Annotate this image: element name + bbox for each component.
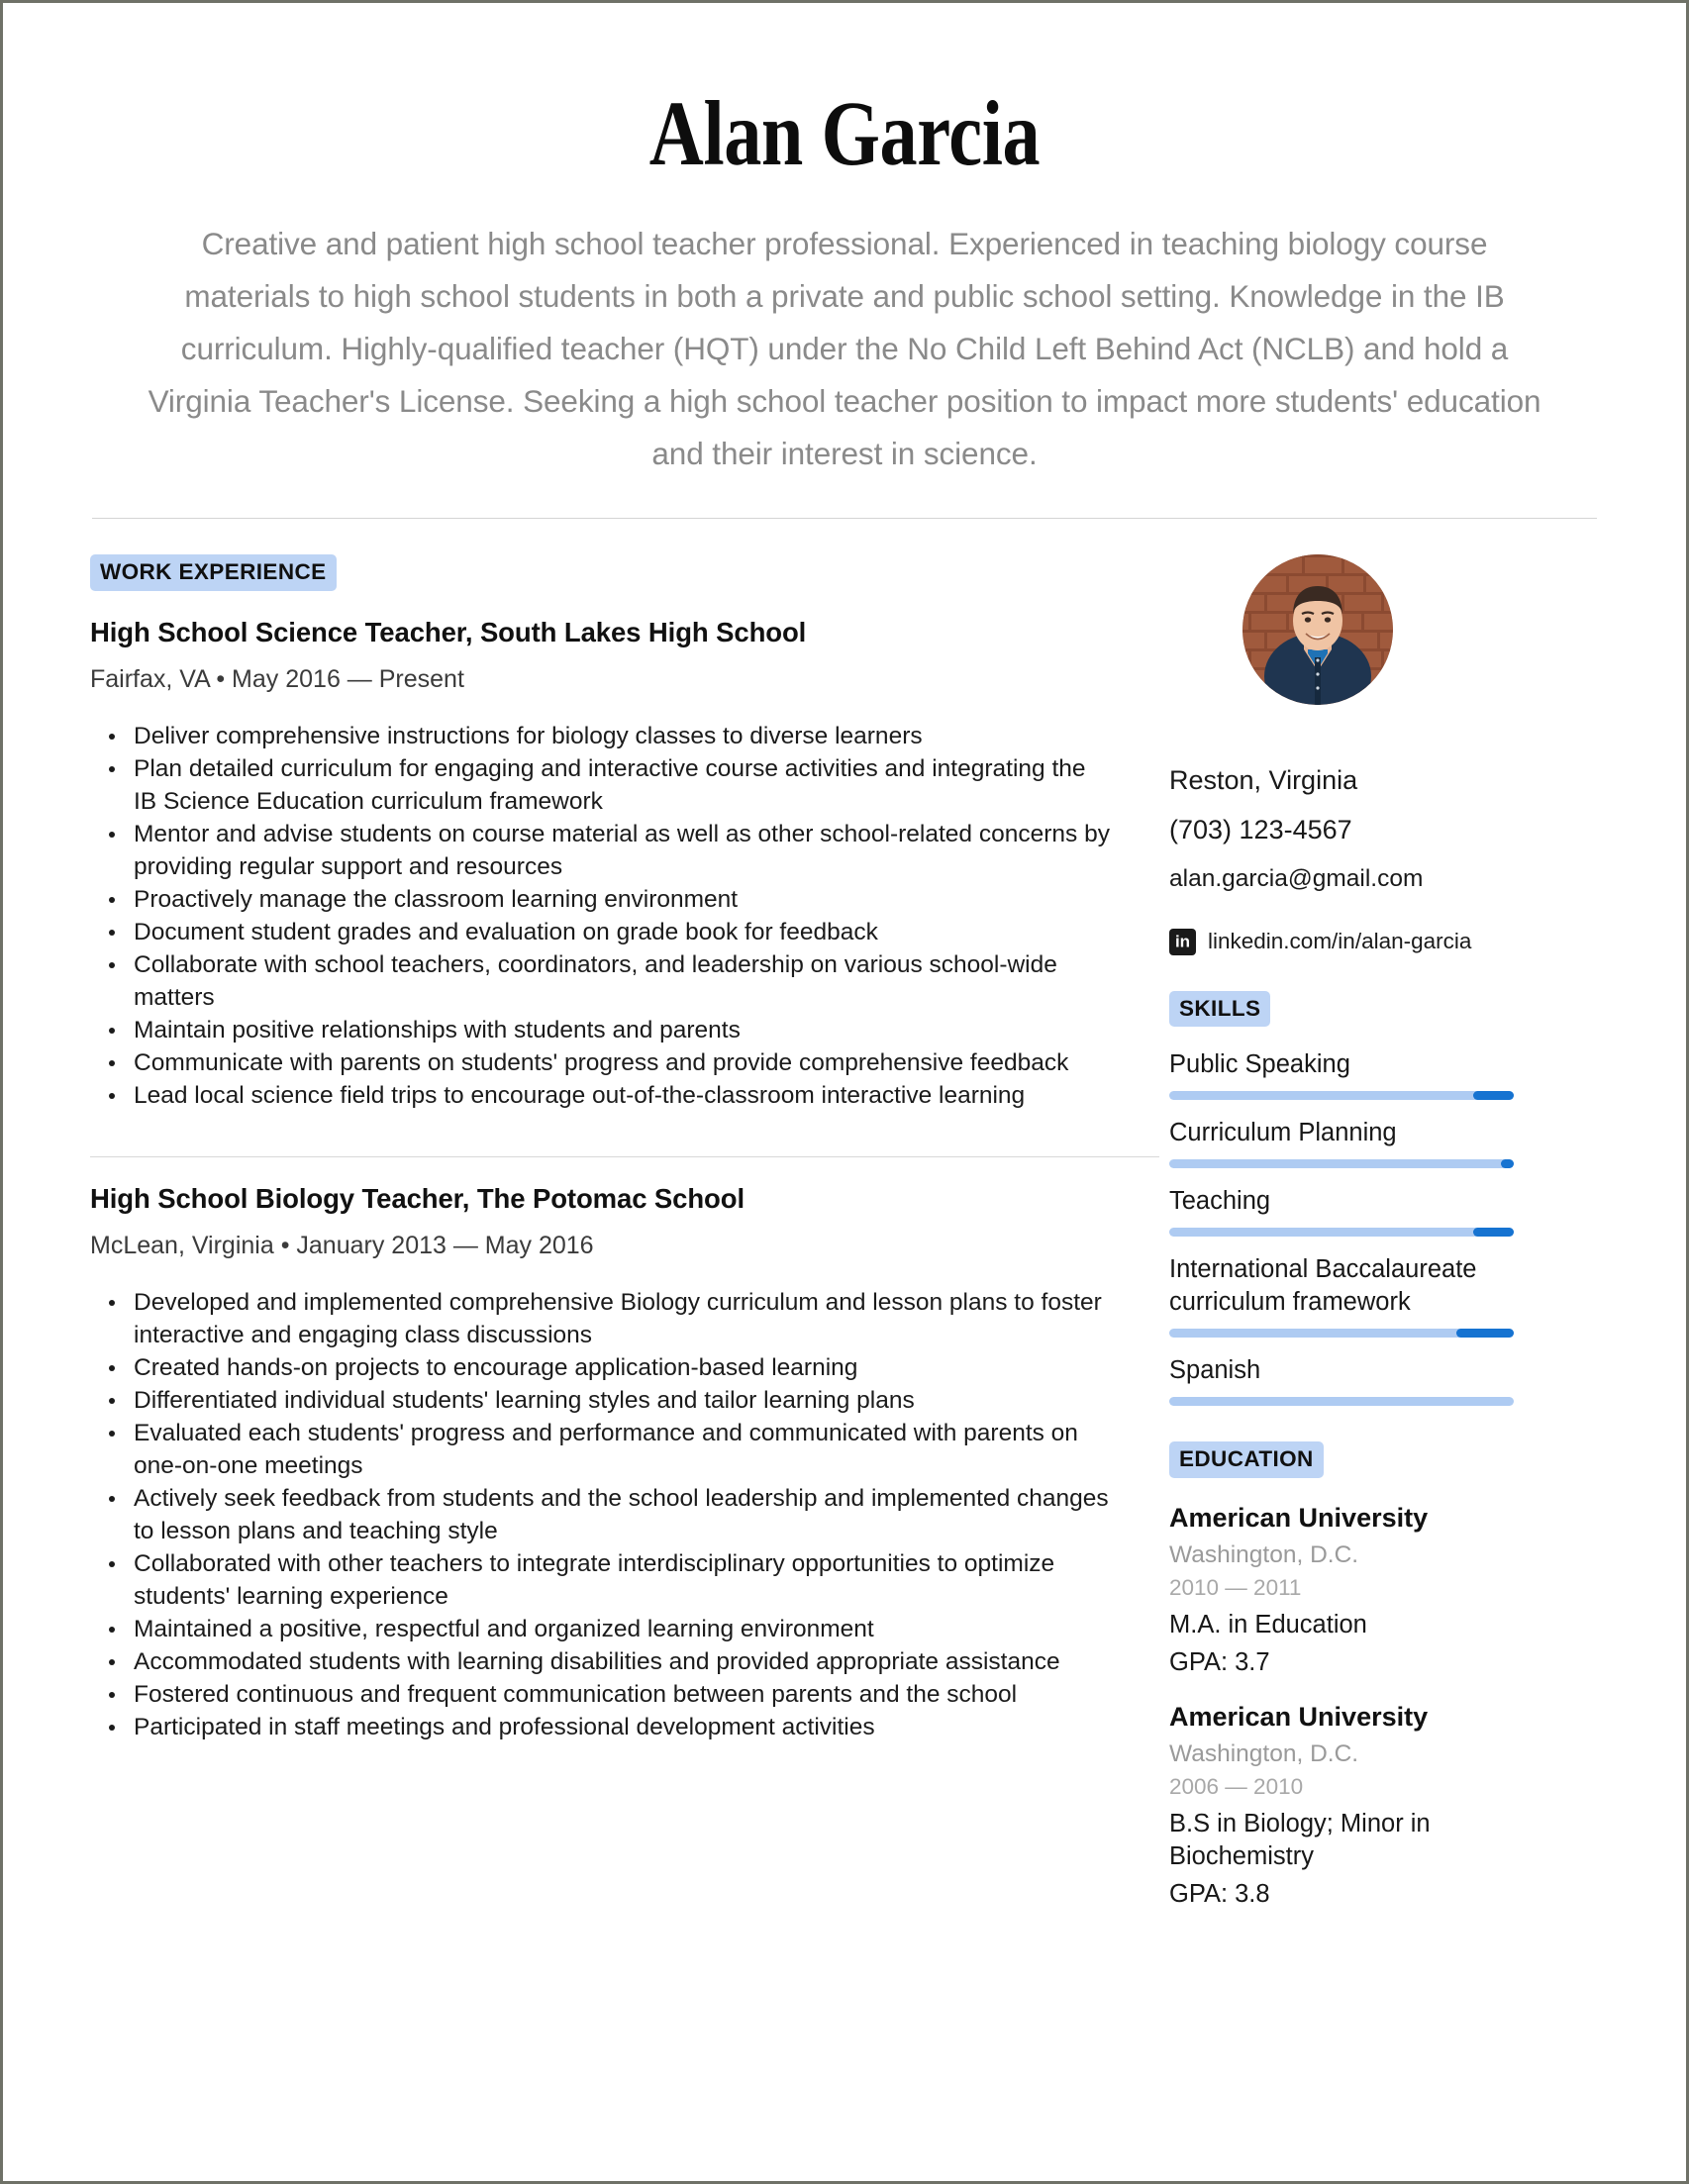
list-item: Document student grades and evaluation on grade book for feedback <box>134 916 1110 948</box>
skill-bar <box>1169 1159 1514 1168</box>
list-item: Lead local science field trips to encourage out-of-the-classroom interactive learning <box>134 1079 1110 1112</box>
list-item: Deliver comprehensive instructions for biology classes to diverse learners <box>134 720 1110 752</box>
skill-label: Curriculum Planning <box>1169 1119 1397 1147</box>
list-item: Proactively manage the classroom learning environment <box>134 883 1110 916</box>
list-item: Differentiated individual students' learning styles and tailor learning plans <box>134 1384 1110 1417</box>
skill-bar <box>1169 1329 1514 1338</box>
job-title: High School Science Teacher, South Lakes High School <box>90 616 807 647</box>
skill-item <box>1169 1048 1540 1100</box>
professional-summary: Creative and patient high school teacher professional. Experienced in teaching biology course materials to high school students in both a private and public school setting. Knowledge in the IB curriculum. Highly-qualified teacher (HQT) under the No Child Left Behind Act (NCLB) and hold a Virginia Teacher's License. Seeking a high school teacher position to impact more students' education and their interest in science. <box>148 226 1541 471</box>
job-title: High School Biology Teacher, The Potomac School <box>90 1182 745 1214</box>
list-item: Evaluated each students' progress and performance and communicated with parents on one-on-one meetings <box>134 1417 1110 1482</box>
skill-bar <box>1169 1228 1514 1237</box>
sidebar-column <box>1169 554 1540 1909</box>
list-item: Communicate with parents on students' progress and provide comprehensive feedback <box>134 1046 1110 1079</box>
job-location-dates: Fairfax, VA • May 2016 — Present <box>90 664 464 693</box>
skill-label: Spanish <box>1169 1356 1261 1385</box>
education-location: Washington, D.C. <box>1169 1540 1359 1568</box>
list-item: Participated in staff meetings and professional development activities <box>134 1711 1110 1743</box>
linkedin-icon <box>1169 929 1196 955</box>
contact-location: Reston, Virginia <box>1169 765 1358 795</box>
contact-email[interactable]: alan.garcia@gmail.com <box>1169 864 1424 892</box>
section-header-work-experience: WORK EXPERIENCE <box>90 554 337 591</box>
skills-list <box>1169 1048 1540 1406</box>
education-school: American University <box>1169 1702 1429 1733</box>
page-title: Alan Garcia <box>648 83 1041 185</box>
avatar <box>1242 554 1393 705</box>
job-divider <box>90 1156 1159 1157</box>
job-location-dates: McLean, Virginia • January 2013 — May 2016 <box>90 1231 594 1259</box>
linkedin-url: linkedin.com/in/alan-garcia <box>1208 929 1472 954</box>
list-item: Collaborate with school teachers, coordinators, and leadership on various school-wide matters <box>134 948 1110 1014</box>
skill-level-indicator <box>1473 1228 1514 1237</box>
skill-label: Public Speaking <box>1169 1050 1350 1079</box>
main-column <box>90 554 1169 1909</box>
skill-item <box>1169 1117 1540 1168</box>
skill-item <box>1169 1185 1540 1237</box>
skill-level-indicator <box>1473 1091 1514 1100</box>
list-item: Maintain positive relationships with students and parents <box>134 1014 1110 1046</box>
list-item: Plan detailed curriculum for engaging and interactive course activities and integrating the IB Science Education curriculum framework <box>134 752 1110 818</box>
skill-bar <box>1169 1397 1514 1406</box>
education-degree: B.S in Biology; Minor in Biochemistry <box>1169 1810 1431 1870</box>
skill-item <box>1169 1354 1540 1406</box>
skill-label: Teaching <box>1169 1187 1271 1216</box>
education-dates: 2010 — 2011 <box>1169 1574 1302 1600</box>
list-item: Maintained a positive, respectful and organized learning environment <box>134 1613 1110 1645</box>
education-gpa: GPA: 3.7 <box>1169 1648 1270 1677</box>
list-item: Created hands-on projects to encourage application-based learning <box>134 1351 1110 1384</box>
list-item: Fostered continuous and frequent communication between parents and the school <box>134 1678 1110 1711</box>
skill-item <box>1169 1253 1540 1338</box>
job-entry <box>90 1183 1110 1743</box>
contact-linkedin[interactable] <box>1169 929 1540 955</box>
education-entry <box>1169 1701 1540 1909</box>
education-gpa: GPA: 3.8 <box>1169 1880 1270 1909</box>
job-responsibilities <box>90 720 1110 1112</box>
list-item: Mentor and advise students on course material as well as other school-related concerns by providing regular support and resources <box>134 818 1110 883</box>
list-item: Accommodated students with learning disabilities and provided appropriate assistance <box>134 1645 1110 1678</box>
education-entry <box>1169 1502 1540 1677</box>
skill-level-indicator <box>1456 1329 1514 1338</box>
section-header-education: EDUCATION <box>1169 1441 1324 1478</box>
list-item: Collaborated with other teachers to integrate interdisciplinary opportunities to optimize students' learning experience <box>134 1547 1110 1613</box>
education-degree: M.A. in Education <box>1169 1610 1367 1638</box>
contact-phone: (703) 123-4567 <box>1169 815 1352 845</box>
skill-level-indicator <box>1501 1159 1514 1168</box>
education-location: Washington, D.C. <box>1169 1740 1359 1768</box>
job-entry <box>90 617 1110 1112</box>
job-responsibilities <box>90 1286 1110 1743</box>
education-school: American University <box>1169 1502 1429 1533</box>
skill-label: International Baccalaureate curriculum framework <box>1169 1255 1477 1317</box>
list-item: Actively seek feedback from students and the school leadership and implemented changes to lesson plans and teaching style <box>134 1482 1110 1547</box>
education-dates: 2006 — 2010 <box>1169 1774 1304 1800</box>
skill-bar <box>1169 1091 1514 1100</box>
section-header-skills: SKILLS <box>1169 991 1270 1028</box>
list-item: Developed and implemented comprehensive Biology curriculum and lesson plans to foster interactive and engaging class discussions <box>134 1286 1110 1351</box>
